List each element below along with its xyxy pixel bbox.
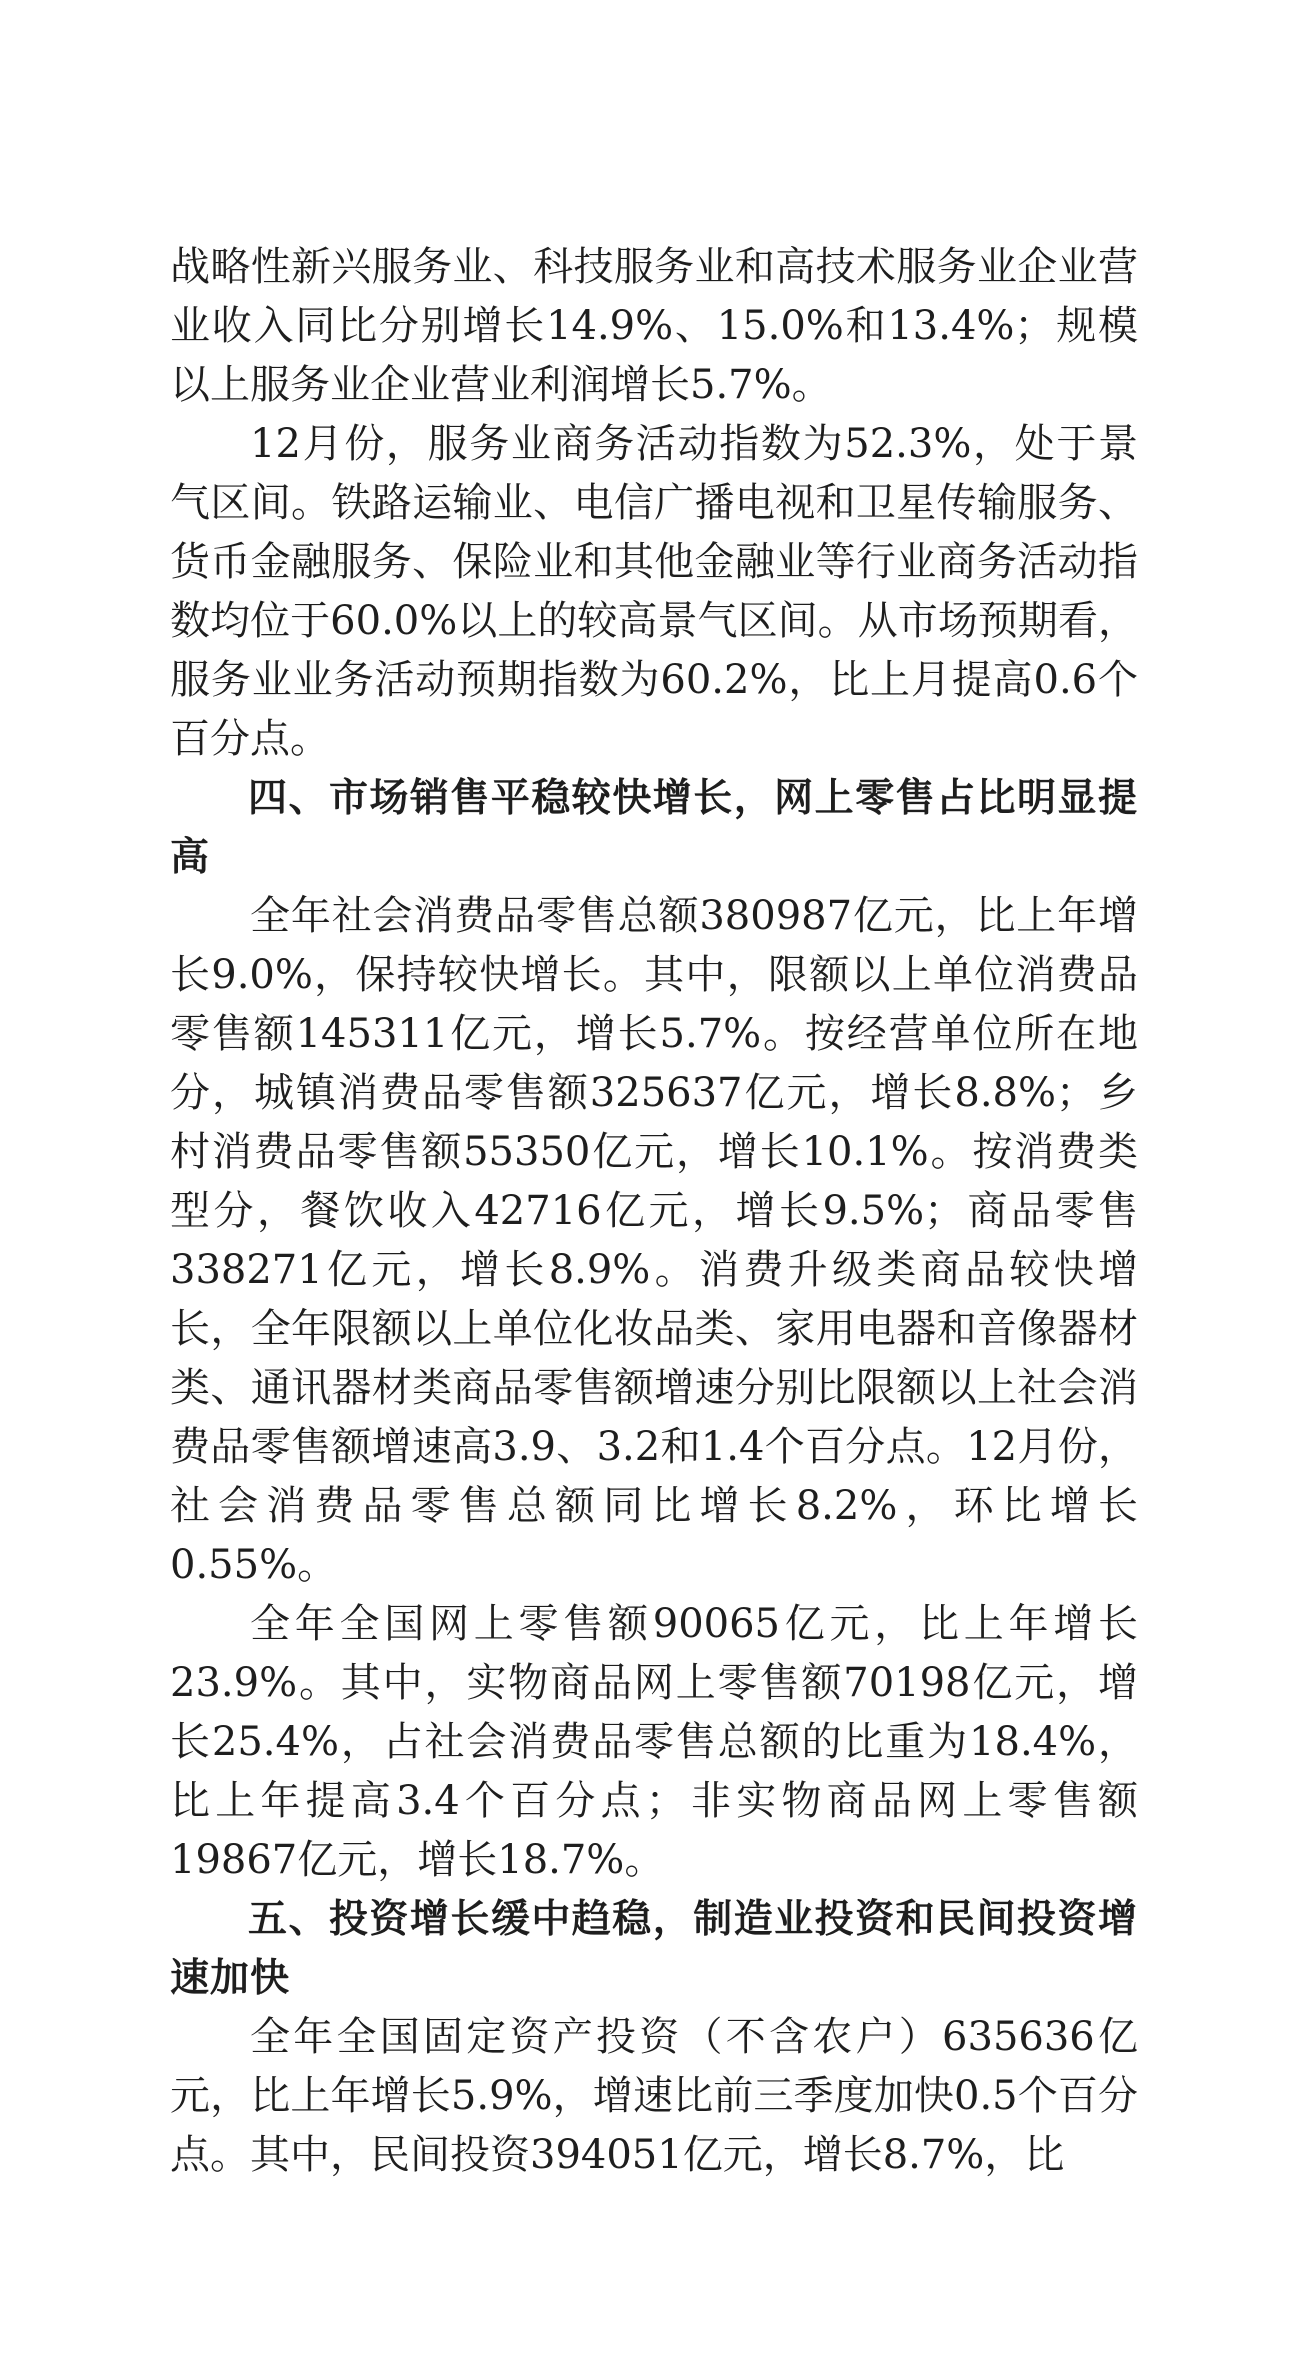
paragraph-service-pmi: 12月份，服务业商务活动指数为52.3%，处于景气区间。铁路运输业、电信广播电视和卫星传输服务、货币金融服务、保险业和其他金融业等行业商务活动指数均位于60.0%以上的较高景气区间。从市场预期看，服务业业务活动预期指数为60.2%，比上月提高0.6个百分点。 xyxy=(170,421,1138,762)
document-page xyxy=(170,238,1138,2185)
paragraph-retail-sales: 全年社会消费品零售总额380987亿元，比上年增长9.0%，保持较快增长。其中，限额以上单位消费品零售额145311亿元，增长5.7%。按经营单位所在地分，城镇消费品零售额325637亿元，增长8.8%；乡村消费品零售额55350亿元，增长10.1%。按消费类型分，餐饮收入42716亿元，增长9.5%；商品零售338271亿元，增长8.9%。消费升级类商品较快增长，全年限额以上单位化妆品类、家用电器和音像器材类、通讯器材类商品零售额增速分别比限额以上社会消费品零售额增速高3.9、3.2和1.4个百分点。12月份，社会消费品零售总额同比增长8.2%，环比增长0.55%。 xyxy=(170,893,1138,1588)
section-heading-investment: 五、投资增长缓中趋稳，制造业投资和民间投资增速加快 xyxy=(170,1897,1138,2001)
section-heading-market-sales: 四、市场销售平稳较快增长，网上零售占比明显提高 xyxy=(170,776,1138,880)
paragraph-fixed-asset-investment: 全年全国固定资产投资（不含农户）635636亿元，比上年增长5.9%，增速比前三季度加快0.5个百分点。其中，民间投资394051亿元，增长8.7%，比 xyxy=(170,2014,1138,2178)
paragraph-online-retail: 全年全国网上零售额90065亿元，比上年增长23.9%。其中，实物商品网上零售额70198亿元，增长25.4%，占社会消费品零售总额的比重为18.4%，比上年提高3.4个百分点；非实物商品网上零售额19867亿元，增长18.7%。 xyxy=(170,1601,1138,1883)
paragraph-service-revenue: 战略性新兴服务业、科技服务业和高技术服务业企业营业收入同比分别增长14.9%、15.0%和13.4%；规模以上服务业企业营业利润增长5.7%。 xyxy=(170,244,1138,408)
